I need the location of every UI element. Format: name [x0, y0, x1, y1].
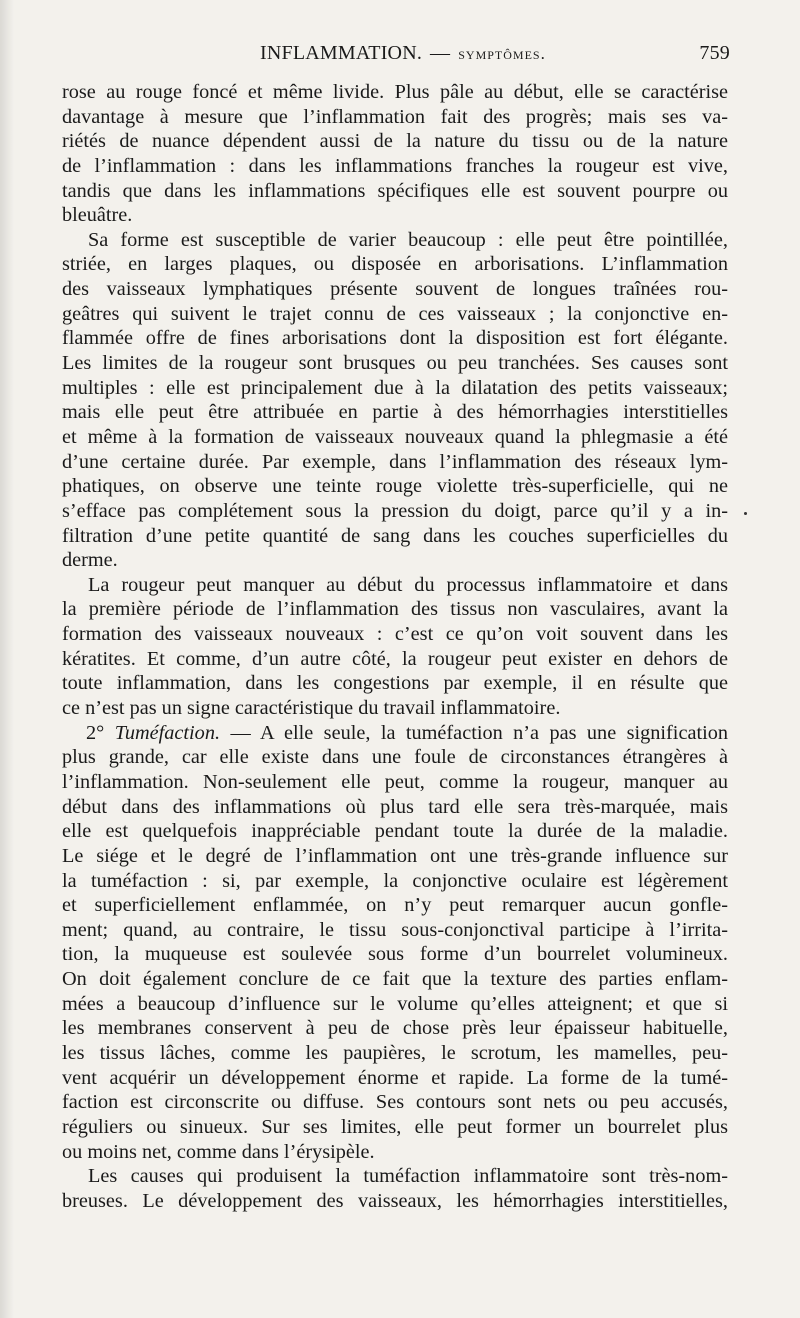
- text-line: Sa forme est susceptible de varier beaucoup : elle peut être pointillée,: [88, 228, 728, 251]
- text-line: elle est quelquefois inappréciable pendant toute la durée de la maladie.: [62, 820, 728, 843]
- section-number: 2°: [86, 721, 105, 744]
- text-line: tion, la muqueuse est soulevée sous forme d’un bourrelet volumineux.: [62, 943, 728, 966]
- text-line: formation des vaisseaux nouveaux : c’est ce qu’on voit souvent dans les: [62, 623, 728, 646]
- text-line: La rougeur peut manquer au début du processus inflammatoire et dans: [88, 573, 728, 596]
- text-line: l’inflammation. Non-seulement elle peut, comme la rougeur, manquer au: [62, 770, 728, 793]
- text-line: et superficiellement enflammée, on n’y peut remarquer aucun gonfle-: [62, 894, 728, 917]
- text-line: ment; quand, au contraire, le tissu sous-conjonctival participe à l’irrita-: [62, 918, 728, 941]
- header-section: symptômes.: [458, 44, 546, 63]
- text-line: riétés de nuance dépendent aussi de la nature du tissu ou de la nature: [62, 130, 728, 153]
- section-heading-line: [62, 721, 728, 746]
- text-line: phatiques, on observe une teinte rouge violette très-superficielle, qui ne: [62, 475, 728, 498]
- text-line: ce n’est pas un signe caractéristique du travail inflammatoire.: [62, 697, 561, 720]
- text-line: rose au rouge foncé et même livide. Plus pâle au début, elle se caractérise: [62, 81, 728, 103]
- text-line: tandis que dans les inflammations spécifiques elle est souvent pourpre ou: [62, 179, 728, 202]
- text-line: multiples : elle est principalement due à la dilatation des petits vaisseaux;: [62, 376, 728, 399]
- text-line: On doit également conclure de ce fait que la texture des parties enflam-: [62, 968, 728, 991]
- text-line: striée, en larges plaques, ou disposée en arborisations. L’inflammation: [62, 253, 728, 276]
- text-line: plus grande, car elle existe dans une foule de circonstances étrangères à: [62, 746, 728, 769]
- text-line: derme.: [62, 549, 118, 572]
- text-line: début dans des inflammations où plus tard elle sera très-marquée, mais: [62, 795, 728, 818]
- section-term: Tuméfaction.: [114, 721, 221, 744]
- header-separator: —: [430, 42, 451, 64]
- text-line: réguliers ou sinueux. Sur ses limites, elle peut former un bourrelet plus: [62, 1115, 728, 1138]
- running-header: [60, 42, 730, 72]
- text-line: et même à la formation de vaisseaux nouveaux quand la phlegmasie a été: [62, 425, 728, 448]
- text-line: toute inflammation, dans les congestions par exemple, il en résulte que: [62, 672, 728, 695]
- text-line-rest: — A elle seule, la tuméfaction n’a pas une signification: [230, 721, 728, 744]
- text-line: Le siége et le degré de l’inflammation ont une très-grande influence sur: [62, 844, 728, 867]
- text-line: geâtres qui suivent le trajet connu de ces vaisseaux ; la conjonctive en-: [62, 302, 728, 325]
- header-title: INFLAMMATION.: [260, 42, 423, 64]
- text-line: d’une certaine durée. Par exemple, dans l’inflammation des réseaux lym-: [62, 450, 728, 473]
- text-line: des vaisseaux lymphatiques présente souvent de longues traînées rou-: [62, 278, 728, 301]
- text-line: ou moins net, comme dans l’érysipèle.: [62, 1140, 375, 1163]
- text-line: davantage à mesure que l’inflammation fait des progrès; mais ses va-: [62, 105, 728, 128]
- text-line: les membranes conservent à peu de chose près leur épaisseur habituelle,: [62, 1017, 728, 1040]
- text-line: vent acquérir un développement énorme et rapide. La forme de la tumé-: [62, 1066, 728, 1089]
- text-line: filtration d’une petite quantité de sang dans les couches superficielles du: [62, 524, 728, 547]
- text-line: mais elle peut être attribuée en partie à des hémorrhagies interstitielles: [62, 401, 728, 424]
- text-line: Les limites de la rougeur sont brusques ou peu tranchées. Ses causes sont: [62, 352, 728, 375]
- text-line: la tuméfaction : si, par exemple, la conjonctive oculaire est légèrement: [62, 869, 728, 892]
- text-line: mées a beaucoup d’influence sur le volume qu’elles atteignent; et que si: [62, 992, 728, 1015]
- margin-speck: [744, 512, 747, 515]
- body-text: [62, 80, 728, 1213]
- text-line: Les causes qui produisent la tuméfaction inflammatoire sont très-nom-: [88, 1165, 728, 1188]
- text-line: de l’inflammation : dans les inflammations franches la rougeur est vive,: [62, 154, 728, 177]
- text-line: s’efface pas complétement sous la pression du doigt, parce qu’il y a in-: [62, 499, 728, 522]
- page-binding-shadow: [0, 0, 14, 1318]
- text-line: breuses. Le développement des vaisseaux, les hémorrhagies interstitielles,: [62, 1189, 728, 1212]
- text-line: kératites. Et comme, d’un autre côté, la rougeur peut exister en dehors de: [62, 647, 728, 670]
- page-number: 759: [699, 42, 730, 64]
- text-line: faction est circonscrite ou diffuse. Ses contours sont nets ou peu accusés,: [62, 1091, 728, 1114]
- text-line: flammée offre de fines arborisations dont la disposition est fort élégante.: [62, 327, 728, 350]
- text-line: les tissus lâches, comme les paupières, le scrotum, les mamelles, peu-: [62, 1041, 728, 1064]
- text-line: la première période de l’inflammation des tissus non vasculaires, avant la: [62, 598, 728, 621]
- text-line: bleuâtre.: [62, 204, 133, 227]
